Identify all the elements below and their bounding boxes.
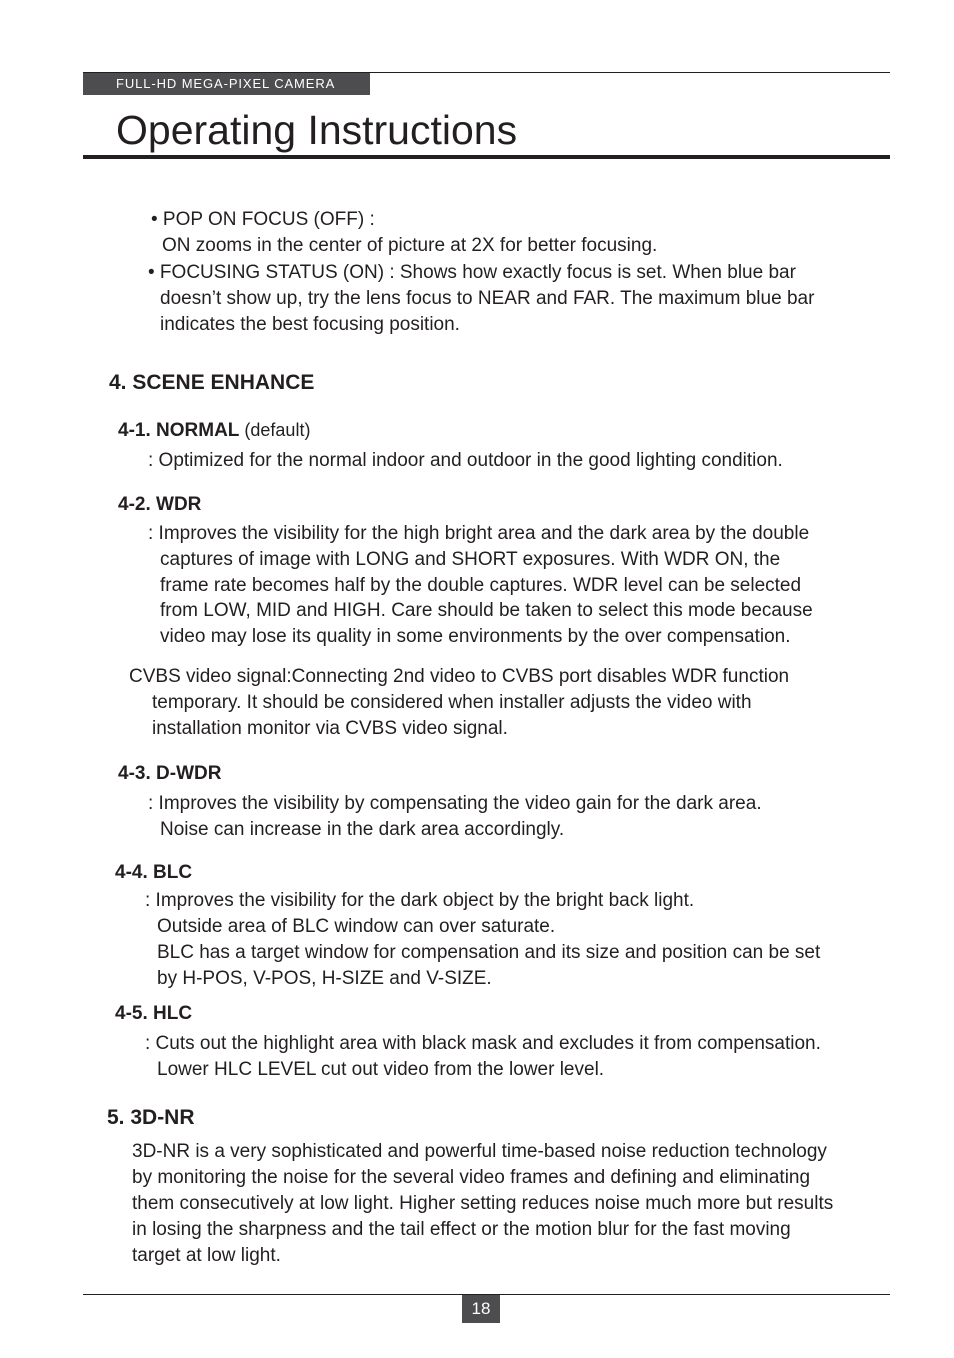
wdr-line-2: captures of image with LONG and SHORT exposures. With WDR ON, the (160, 549, 781, 570)
wdr-heading (118, 492, 201, 518)
hlc-heading-text: 4-5. HLC (115, 1003, 193, 1024)
scene-enhance-heading: 4. SCENE ENHANCE (109, 371, 315, 394)
normal-heading (118, 417, 310, 444)
wdr-line-1: : Improves the visibility for the high bright area and the dark area by the double (148, 523, 810, 544)
wdr-heading-text: 4-2. WDR (118, 494, 202, 515)
normal-description: : Optimized for the normal indoor and outdoor in the good lighting condition. (148, 450, 783, 471)
page-number: 18 (462, 1295, 500, 1323)
blc-heading (115, 860, 192, 886)
dwdr-heading-text: 4-3. D-WDR (118, 763, 222, 784)
cvbs-note-line-2: temporary. It should be considered when installer adjusts the video with (152, 692, 752, 713)
three-d-nr-line-4: in losing the sharpness and the tail effect or the motion blur for the fast moving (132, 1219, 791, 1240)
wdr-line-4: from LOW, MID and HIGH. Care should be taken to select this mode because (160, 600, 813, 621)
focusing-status-line-2: doesn’t show up, try the lens focus to NEAR and FAR. The maximum blue bar (160, 288, 815, 309)
dwdr-heading (118, 761, 221, 787)
three-d-nr-line-5: target at low light. (132, 1245, 281, 1266)
blc-line-2: Outside area of BLC window can over saturate. (157, 916, 556, 937)
pop-on-focus-line-2: ON zooms in the center of picture at 2X for better focusing. (162, 235, 658, 256)
normal-heading-number: 4-1. NORMAL (118, 420, 240, 441)
blc-line-3: BLC has a target window for compensation and its size and position can be set (157, 942, 821, 963)
blc-line-4: by H-POS, V-POS, H-SIZE and V-SIZE. (157, 968, 492, 989)
hlc-line-1: : Cuts out the highlight area with black mask and excludes it from compensation. (145, 1033, 821, 1054)
focusing-status-line-3: indicates the best focusing position. (160, 314, 460, 335)
cvbs-note-line-1: CVBS video signal:Connecting 2nd video to CVBS port disables WDR function (129, 666, 790, 687)
three-d-nr-line-1: 3D-NR is a very sophisticated and powerful time-based noise reduction technology (132, 1141, 827, 1162)
blc-line-1: : Improves the visibility for the dark object by the bright back light. (145, 890, 695, 911)
dwdr-line-2: Noise can increase in the dark area accordingly. (160, 819, 565, 840)
blc-heading-text: 4-4. BLC (115, 862, 193, 883)
header-product-tab: FULL-HD MEGA-PIXEL CAMERA (83, 73, 370, 95)
three-d-nr-heading: 5. 3D-NR (107, 1106, 195, 1129)
page-title: Operating Instructions (116, 107, 518, 153)
title-underline (83, 155, 890, 159)
cvbs-note-line-3: installation monitor via CVBS video signal. (152, 718, 508, 739)
hlc-line-2: Lower HLC LEVEL cut out video from the lower level. (157, 1059, 605, 1080)
pop-on-focus-line-1: • POP ON FOCUS (OFF) : (151, 209, 375, 230)
three-d-nr-line-2: by monitoring the noise for the several video frames and defining and eliminating (132, 1167, 811, 1188)
normal-default-note: (default) (239, 420, 311, 440)
three-d-nr-line-3: them consecutively at low light. Higher setting reduces noise much more but results (132, 1193, 834, 1214)
dwdr-line-1: : Improves the visibility by compensating the video gain for the dark area. (148, 793, 762, 814)
hlc-heading (115, 1001, 192, 1027)
focusing-status-line-1: • FOCUSING STATUS (ON) : Shows how exactly focus is set. When blue bar (148, 262, 796, 283)
wdr-line-3: frame rate becomes half by the double captures. WDR level can be selected (160, 575, 802, 596)
wdr-line-5: video may lose its quality in some environments by the over compensation. (160, 626, 791, 647)
